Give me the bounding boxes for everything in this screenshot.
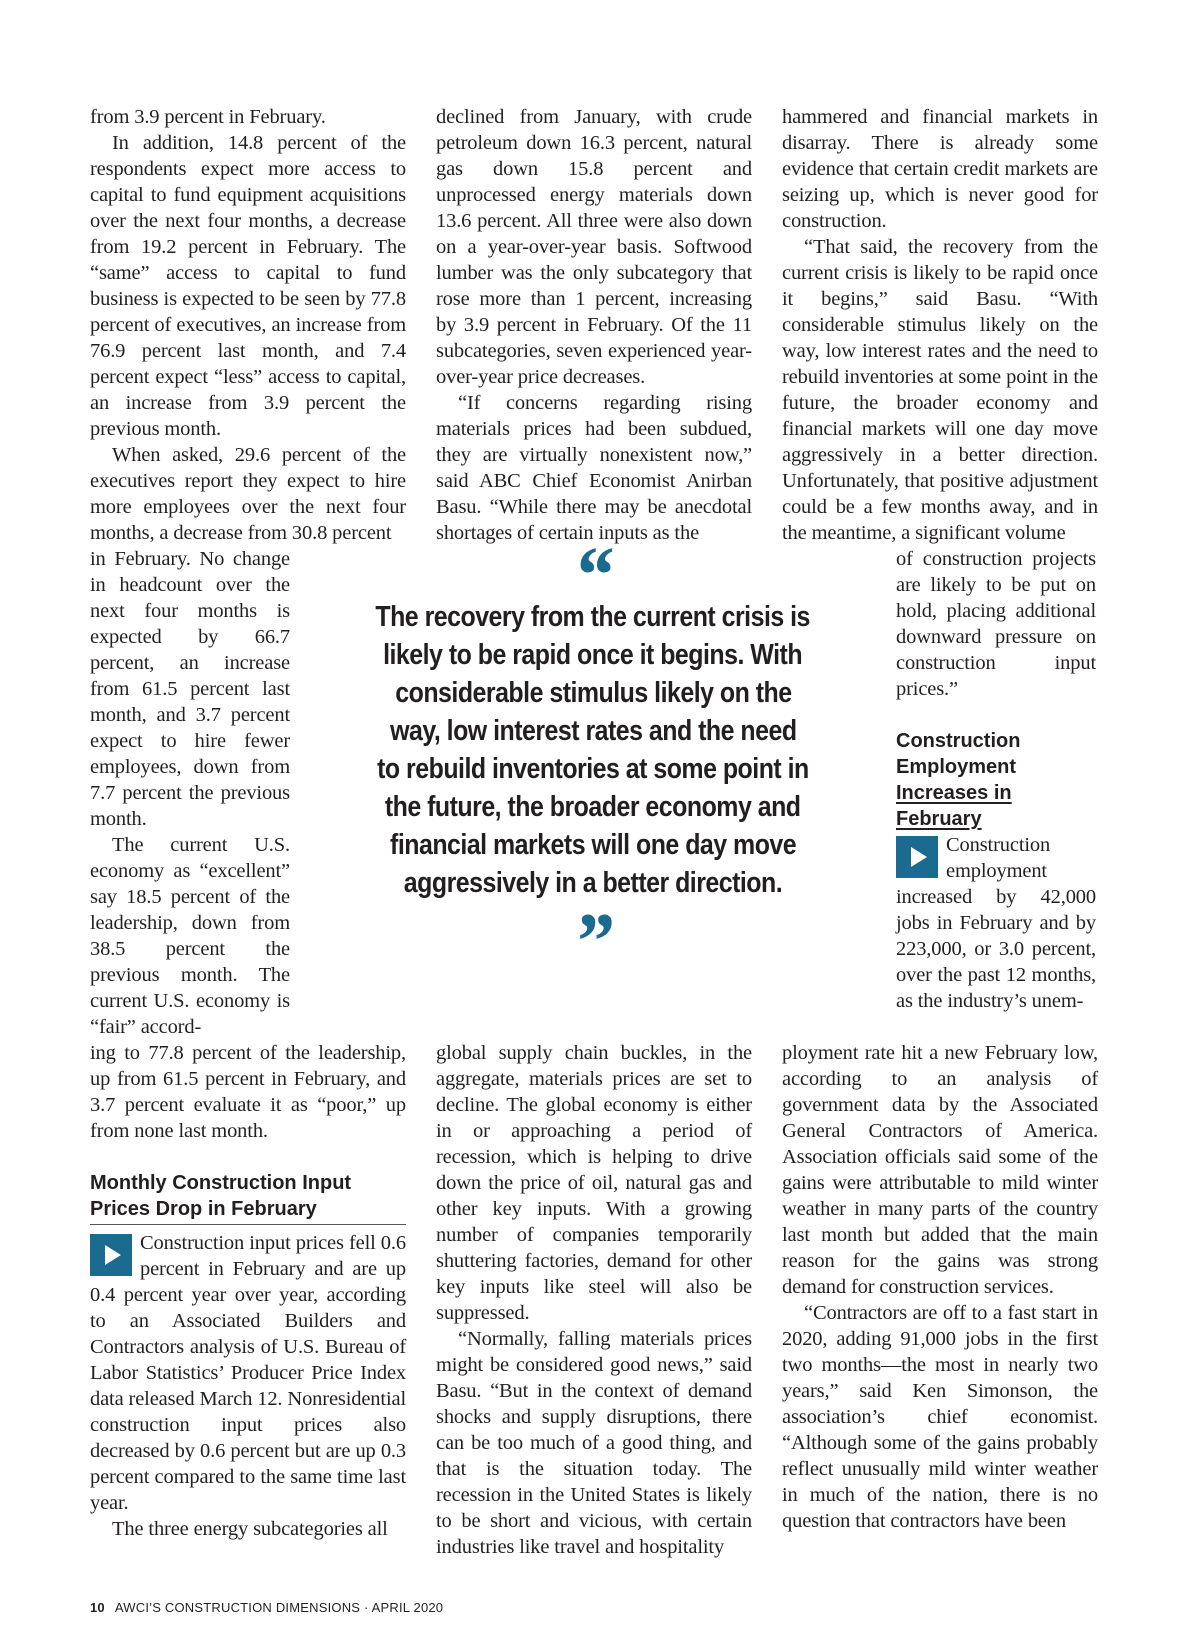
paragraph: of construction projects are likely to be put on hold, placing additional downward pressure on construction input prices.” [896,548,1096,700]
pull-quote [294,598,892,902]
section-heading-input-prices [90,1170,406,1222]
pull-quote-line [294,788,892,826]
column-1-narrow [90,546,290,1040]
paragraph-text: Construction employment increased by 42,000 jobs in February and by 223,000, or 3.0 percent, over the past 12 months, as the industry’s unem- [896,834,1096,1012]
pull-quote-line-text: The recovery from the current crisis is [375,601,811,633]
heading-line: Increases in February [896,782,1012,830]
column-1-section [90,1230,406,1542]
paragraph [896,832,1096,1014]
pull-quote-line [294,636,892,674]
pull-quote-line-text: the future, the broader economy and [385,791,801,823]
column-3-top [782,104,1098,546]
heading-line: Prices Drop in February [90,1198,317,1220]
paragraph-text: Construction input prices fell 0.6 percent in February and are up 0.4 percent year over year, according to an Associated Builders and Contractors analysis of U.S. Bureau of Labor Statistics’ Producer Price Index data released March 12. Nonresidential construction input prices also decreased by 0.6 percent but are up 0.3 percent compared to the same time last year. [90,1232,406,1514]
paragraph: ployment rate hit a new February low, according to an analysis of government data by the Associated General Contractors of America. Association officials said some of the gains were attributable to mild winter weather in many parts of the country last month but added that the main reason for the gains was strong demand for construction services. [782,1042,1098,1298]
pull-quote-line [294,674,892,712]
pull-quote-line [294,712,892,750]
paragraph: “That said, the recovery from the current crisis is likely to be rapid once it begins,” said Basu. “With considerable stimulus likely on the way, low interest rates and the need to rebuild inventories at some point in the future, the broader economy and financial markets will one day move aggressively in a better direction. Unfortunately, that positive adjustment could be a few months away, and in the meantime, a significant volume [782,236,1098,544]
paragraph: The three energy subcategories all [112,1518,388,1540]
page-footer [90,1600,1098,1615]
section-heading-employment [896,728,1096,832]
publication-name: AWCI’S CONSTRUCTION DIMENSIONS · APRIL 2020 [114,1600,444,1615]
divider [90,1224,406,1225]
paragraph: ing to 77.8 percent of the leadership, up from 61.5 percent in February, and 3.7 percent evaluate it as “poor,” up from none last month. [90,1042,406,1142]
pull-quote-line [294,598,892,636]
bottom-row [90,1040,1098,1560]
paragraph: “If concerns regarding rising materials prices had been subdued, they are virtually nonexistent now,” said ABC Chief Economist Anirban Basu. “While there may be anecdotal shortages of certain inputs as the [436,392,752,544]
close-quote-mark: ” [573,912,613,964]
pull-quote-line-text: likely to be rapid once it begins. With [383,639,803,671]
heading-line: Construction [896,730,1021,752]
paragraph: from 3.9 percent in February. [90,106,326,128]
pull-quote-line [294,864,892,902]
column-3-middle [896,546,1096,1014]
column-3-bottom [782,1040,1098,1534]
pull-quote-block [294,546,892,964]
pull-quote-line-text: to rebuild inventories at some point in [377,753,809,785]
column-1-bottom [90,1040,406,1144]
play-arrow-icon [90,1234,132,1276]
column-2-bottom [436,1040,752,1560]
play-arrow-icon [896,836,938,878]
heading-line: Employment [896,756,1017,778]
paragraph: global supply chain buckles, in the aggregate, materials prices are set to decline. The global economy is either in or approaching a period of recession, which is helping to drive down the price of oil, natural gas and other key inputs. With a growing number of companies temporarily shuttering factories, demand for other key inputs like steel will also be suppressed. [436,1042,752,1324]
column-2-top [436,104,752,546]
paragraph: hammered and financial markets in disarray. There is already some evidence that certain credit markets are seizing up, which is never good for construction. [782,106,1098,232]
pull-quote-line [294,750,892,788]
paragraph: “Normally, falling materials prices might be considered good news,” said Basu. “But in the context of demand shocks and supply disruptions, there can be too much of a good thing, and that is the situation today. The recession in the United States is likely to be short and vicious, with certain industries like travel and hospitality [436,1328,752,1558]
column-3-narrow [896,546,1096,702]
middle-row [90,546,1098,1040]
column-1-lower [90,1040,406,1542]
paragraph: The current U.S. economy as “excellent” say 18.5 percent of the leadership, down from 38.5 percent the previous month. The current U.S. economy is “fair” accord- [90,834,290,1038]
column-1-top [90,104,406,546]
paragraph [90,1230,406,1516]
pull-quote-line-text: way, low interest rates and the need [389,715,797,747]
pull-quote-line-text: considerable stimulus likely on the [394,677,792,709]
paragraph: declined from January, with crude petroleum down 16.3 percent, natural gas down 15.8 percent and unprocessed energy materials down 13.6 percent. All three were also down on a year-over-year basis. Softwood lumber was the only subcategory that rose more than 1 percent, increasing by 3.9 percent in February. Of the 11 subcategories, seven experienced year-over-year price decreases. [436,106,752,388]
top-row [90,104,1098,546]
paragraph: In addition, 14.8 percent of the respondents expect more access to capital to fund equipment acquisitions over the next four months, a decrease from 19.2 percent in February. The “same” access to capital to fund business is expected to be seen by 77.8 percent of executives, an increase from 76.9 percent last month, and 7.4 percent expect “less” access to capital, an increase from 3.9 percent the previous month. [90,132,406,440]
pull-quote-line-text: financial markets will one day move [389,829,797,861]
column-3-narrow-2 [896,832,1096,1014]
page-number: 10 [90,1600,105,1615]
open-quote-mark: “ [573,546,613,598]
pull-quote-line [294,826,892,864]
paragraph: in February. No change in headcount over the next four months is expected by 66.7 percent, an increase from 61.5 percent last month, and 3.7 percent expect to hire fewer employees, down from 7.7 percent the previous month. [90,548,290,830]
heading-line: Monthly Construction Input [90,1172,352,1194]
pull-quote-line-text: aggressively in a better direction. [403,867,783,899]
paragraph: “Contractors are off to a fast start in 2020, adding 91,000 jobs in the first two months—the most in nearly two years,” said Ken Simonson, the association’s chief economist. “Although some of the gains probably reflect unusually mild winter weather in much of the nation, there is no question that contractors have been [782,1302,1098,1532]
paragraph: When asked, 29.6 percent of the executives report they expect to hire more employees over the next four months, a decrease from 30.8 percent [90,444,406,544]
